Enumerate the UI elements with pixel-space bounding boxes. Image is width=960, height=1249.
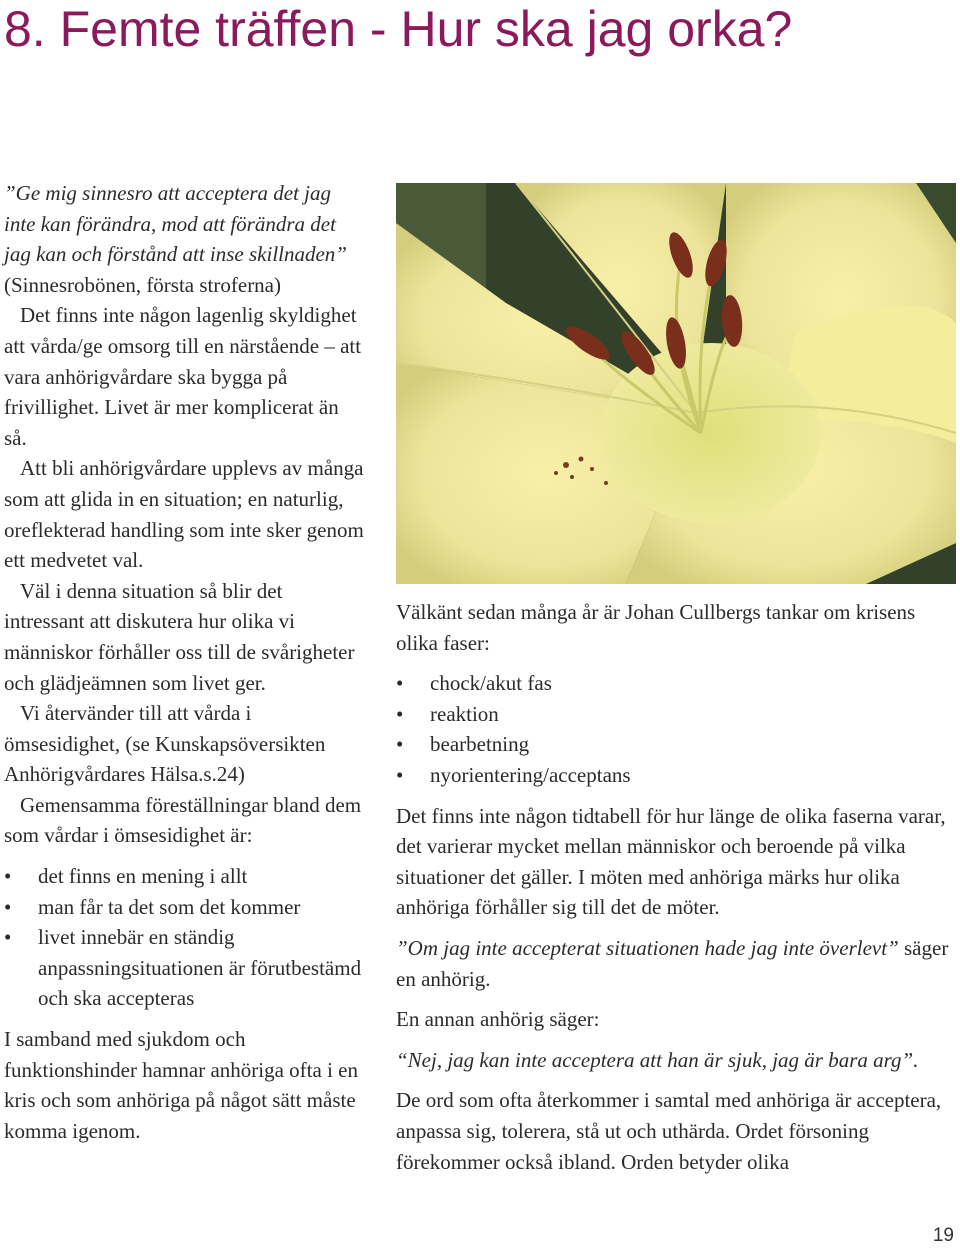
lily-photo [396, 183, 956, 584]
page-title: 8. Femte träffen - Hur ska jag orka? [4, 1, 793, 57]
serenity-quote-paragraph [4, 178, 366, 300]
list-item: • livet innebär en ständig anpassningsituationen är förutbestämd och ska accepteras [4, 922, 366, 1014]
list-item: • bearbetning [396, 729, 956, 760]
quote-source: (Sinnesrobönen, första stroferna) [4, 272, 281, 297]
paragraph-situation: Väl i denna situation så blir det intressant att diskutera hur olika vi människor förhåller oss till de svårigheter och glädjeämnen som livet ger. [4, 578, 355, 695]
paragraph-words: De ord som ofta återkommer i samtal med anhöriga är acceptera, anpassa sig, tolerera, stå ut och uthärda. Ordet försoning förekommer också ibland. Orden betyder olika [396, 1088, 942, 1174]
page-number: 19 [932, 1225, 954, 1246]
list-item: • chock/akut fas [396, 668, 956, 699]
beliefs-list [4, 861, 366, 1014]
paragraph-cullberg: Välkänt sedan många år är Johan Cullbergs tankar om krisens olika faser: [396, 600, 916, 655]
paragraph-another-relative: En annan anhörig säger: [396, 1007, 600, 1032]
relative-quote: ”Om jag inte accepterat situationen hade jag inte överlevt” [396, 935, 899, 960]
left-column [4, 178, 366, 1146]
list-item: • det finns en mening i allt [4, 861, 366, 892]
list-item: • nyorientering/acceptans [396, 760, 956, 791]
paragraph-becoming-caregiver: Att bli anhörigvårdare upplevs av många som att glida in en situation; en naturlig, oreflekterad handling som inte sker genom ett medvetet val. [4, 456, 364, 573]
list-item: • man får ta det som det kommer [4, 892, 366, 923]
relative-quote-tail: säger en anhörig. [396, 935, 949, 991]
serenity-quote: ”Ge mig sinnesro att acceptera det jag inte kan förändra, mod att förändra det jag kan och förstånd att inse skillnaden” [4, 181, 347, 267]
relative-quote-paragraph [396, 933, 956, 994]
paragraph-no-timetable: Det finns inte någon tidtabell för hur länge de olika faserna varar, det varierar mycket mellan människor och beroende på vilka situationer det gäller. I möten med anhöriga märks hur olika anhöriga förhåller sig till det de möter. [396, 803, 946, 920]
paragraph-shared-beliefs: Gemensamma föreställningar bland dem som vårdar i ömsesidighet är: [4, 792, 362, 848]
second-relative-quote: “Nej, jag kan inte acceptera att han är sjuk, jag är bara arg”. [396, 1047, 919, 1072]
paragraph-obligation: Det finns inte någon lagenlig skyldighet att vårda/ge omsorg till en närstående – att vara anhörigvårdare ska bygga på frivillighet. Livet är mer komplicerat än så. [4, 303, 362, 450]
right-column [396, 597, 956, 1177]
crisis-phases-list [396, 668, 956, 790]
lily-illustration [396, 183, 956, 584]
paragraph-mutuality: Vi återvänder till att vårda i ömsesidighet, (se Kunskapsöversikten Anhörigvårdares Hälsa.s.24) [4, 701, 326, 787]
list-item: • reaktion [396, 699, 956, 730]
paragraph-crisis: I samband med sjukdom och funktionshinder hamnar anhöriga ofta i en kris och som anhöriga på något sätt måste komma igenom. [4, 1027, 358, 1143]
